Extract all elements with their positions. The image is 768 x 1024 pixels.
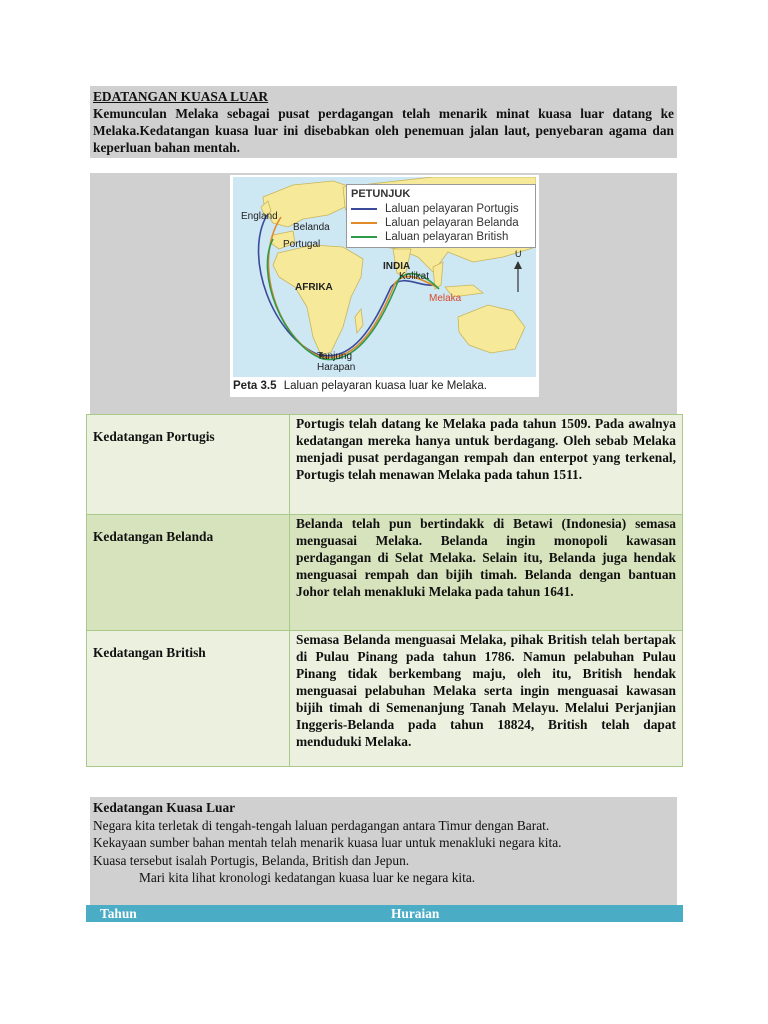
legend-title: PETUNJUK [351,188,411,200]
section-indent-line: Mari kita lihat kronologi kedatangan kuasa luar ke negara kita. [139,870,476,885]
row-name: Kedatangan Belanda [87,515,290,631]
row-name: Kedatangan British [87,631,290,767]
legend-item-portugis [351,202,519,215]
row-name: Kedatangan Portugis [87,415,290,515]
map-label-england: England [241,211,278,222]
section-line: Kekayaan sumber bahan mentah telah menarik kuasa luar untuk menakluki negara kita. [93,835,562,850]
row-desc: Semasa Belanda menguasai Melaka, pihak British telah bertapak di Pulau Pinang pada tahun 1786. Namun pelabuhan Pulau Pinang tidak berkembang maju, oleh itu, British hendak menguasai pelabuhan Melaka serta ingin menguasai kawasan bijih timah di Semenanjung Tanah Melayu. Melalui Perjanjian Inggeris-Belanda pada tahun 18824, British telah dapat menduduki Melaka. [290,631,683,767]
map-caption-text: Laluan pelayaran kuasa luar ke Melaka. [283,380,487,392]
intro-section [90,86,677,158]
legend-line-belanda [351,222,377,224]
header-tahun: Tahun [100,906,137,921]
map-label-belanda: Belanda [293,222,330,233]
map-figure [230,175,539,397]
map-label-north: U [515,249,522,259]
intro-text: Kemunculan Melaka sebagai pusat perdagangan telah menarik minat kuasa luar datang ke Melaka.Kedatangan kuasa luar ini disebabkan oleh penemuan jalan laut, penyebaran agama dan keperluan bahan mentah. [93,106,674,155]
section-line: Negara kita terletak di tengah-tengah laluan perdagangan antara Timur dengan Barat. [93,817,550,833]
header-huraian: Huraian [391,906,440,921]
map-label-harapan: Harapan [317,362,356,373]
map-caption [233,380,487,392]
legend-label-portugis: Laluan pelayaran Portugis [385,202,519,215]
table-row [87,631,683,767]
map-label-india: INDIA [383,261,411,272]
map-image [233,177,536,377]
table-row [87,515,683,631]
map-label-portugal: Portugal [283,239,321,250]
map-label-afrika: AFRIKA [295,282,333,293]
legend-label-british: Laluan pelayaran British [385,230,509,243]
section-title: Kedatangan Kuasa Luar [93,800,236,815]
chronology-table-header [86,905,683,922]
section-line: Kuasa tersebut isalah Portugis, Belanda, British dan Jepun. [93,852,410,868]
legend-line-portugis [351,208,377,210]
legend-item-british [351,230,508,243]
kuasa-luar-section [90,797,677,905]
intro-heading: EDATANGAN KUASA LUAR [93,89,269,104]
map-caption-number: Peta 3.5 [233,380,277,392]
row-desc: Portugis telah datang ke Melaka pada tahun 1509. Pada awalnya kedatangan mereka hanya untuk berdagang. Oleh sebab Melaka menjadi pusat perdagangan rempah dan enterpot yang terkenal, Portugis telah menawan Melaka pada tahun 1511. [290,415,683,515]
map-label-melaka: Melaka [429,293,462,304]
table-row [87,415,683,515]
map-label-tanjung: Tanjung [317,351,353,362]
legend-item-belanda [351,216,519,229]
legend-line-british [351,236,377,238]
row-desc: Belanda telah pun bertindakk di Betawi (Indonesia) semasa menguasai Melaka. Belanda ingin monopoli kawasan perdagangan di Selat Melaka. Selain itu, Belanda juga hendak menguasai rempah dan bijih timah. Belanda dengan bantuan Johor telah menakluki Melaka pada tahun 1641. [290,515,683,631]
map-legend [346,184,536,248]
legend-label-belanda: Laluan pelayaran Belanda [385,216,519,229]
map-label-kolikat: Kolikat [399,271,430,282]
arrivals-table [86,414,683,767]
